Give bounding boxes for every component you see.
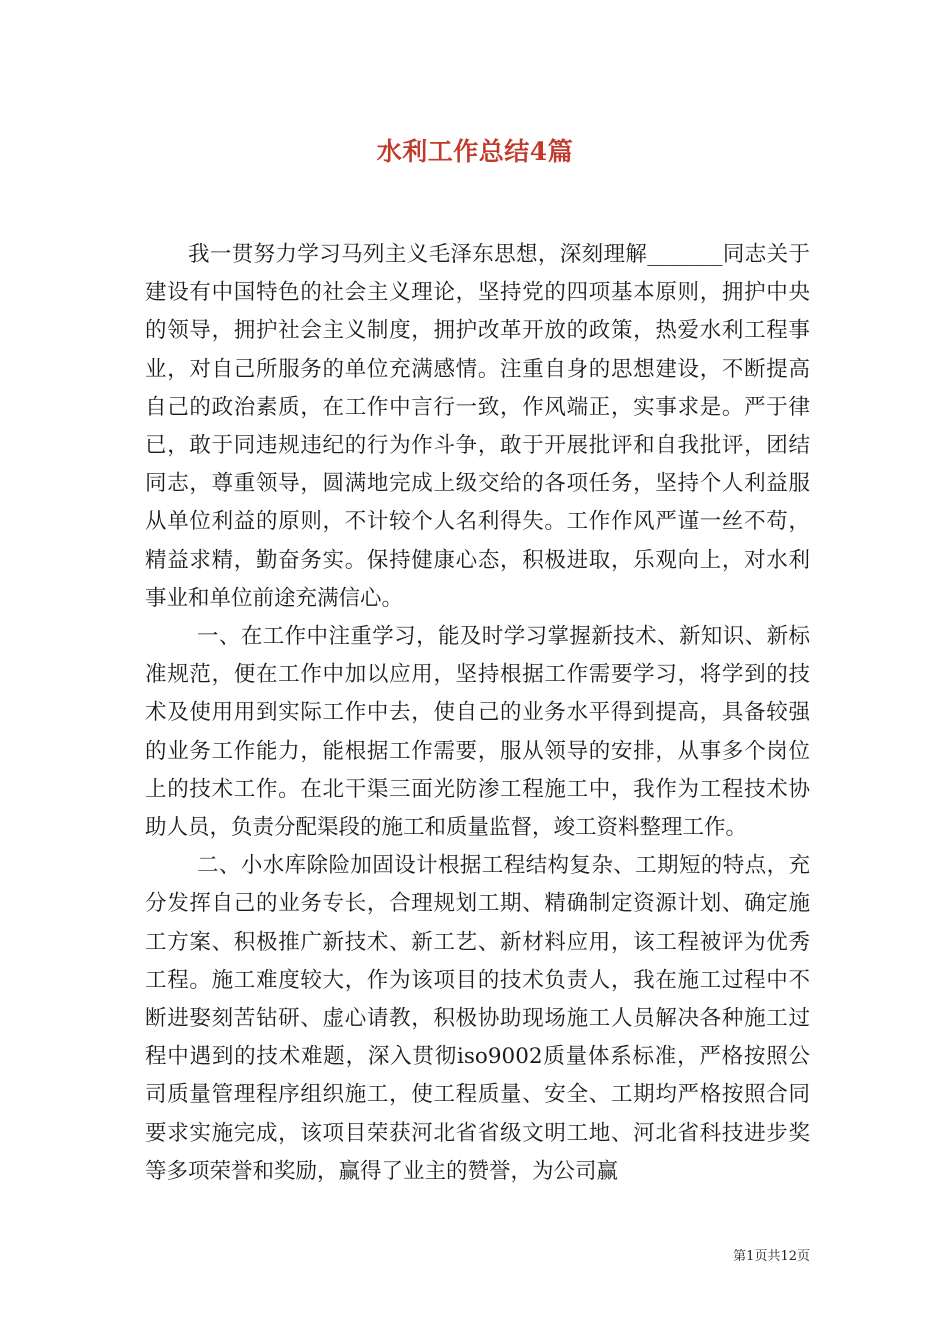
paragraph: 我一贯努力学习马列主义毛泽东思想，深刻理解_______同志关于建设有中国特色的社会主义理论，坚持党的四项基本原则，拥护中央的领导，拥护社会主义制度，拥护改革开放的政策，热爱水利工程事业，对自己所服务的单位充满感情。注重自身的思想建设，不断提高自己的政治素质，在工作中言行一致，作风端正，实事求是。严于律已，敢于同违规违纪的行为作斗争，敢于开展批评和自我批评，团结同志，尊重领导，圆满地完成上级交给的各项任务，坚持个人利益服从单位利益的原则，不计较个人名利得失。工作作风严谨一丝不苟，精益求精，勤奋务实。保持健康心态，积极进取，乐观向上，对水利事业和单位前途充满信心。 xyxy=(145,242,810,611)
document-title: 水利工作总结4篇 xyxy=(376,137,574,166)
page-number: 第1页共12页 xyxy=(733,1249,810,1264)
paragraph: 一、在工作中注重学习，能及时学习掌握新技术、新知识、新标准规范，便在工作中加以应用，坚持根据工作需要学习，将学到的技术及使用用到实际工作中去，使自己的业务水平得到提高，具备较强的业务工作能力，能根据工作需要，服从领导的安排，从事多个岗位上的技术工作。在北干渠三面光防渗工程施工中，我作为工程技术协助人员，负责分配渠段的施工和质量监督，竣工资料整理工作。 xyxy=(145,624,810,841)
document-body xyxy=(145,236,810,1191)
paragraph: 二、小水库除险加固设计根据工程结构复杂、工期短的特点，充分发挥自己的业务专长，合理规划工期、精确制定资源计划、确定施工方案、积极推广新技术、新工艺、新材料应用，该工程被评为优秀工程。施工难度较大，作为该项目的技术负责人，我在施工过程中不断进娶刻苦钻研、虚心请教，积极协助现场施工人员解决各种施工过程中遇到的技术难题，深入贯彻iso9002质量体系标准，严格按照公司质量管理程序组织施工，使工程质量、安全、工期均严格按照合同要求实施完成，该项目荣获河北省省级文明工地、河北省科技进步奖等多项荣誉和奖励，赢得了业主的赞誉，为公司赢 xyxy=(145,853,810,1184)
